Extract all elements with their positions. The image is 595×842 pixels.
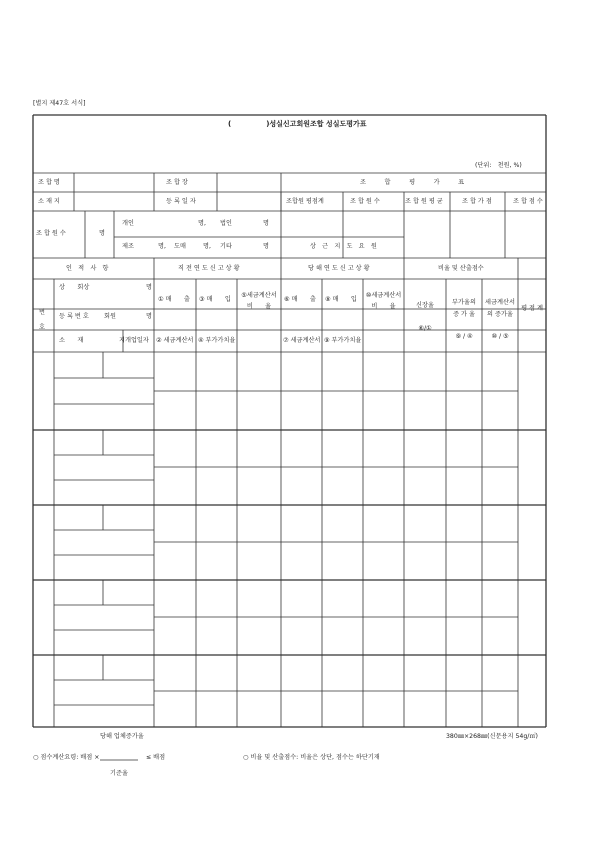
label-manufacture: 제조 xyxy=(122,243,134,250)
header-growth-formula: ⑥/① xyxy=(418,325,432,332)
label-reg-date: 등 록 일 자 xyxy=(166,198,196,205)
label-individual: 개인 xyxy=(122,220,134,227)
header-p2: ② 세금계산서 xyxy=(156,337,194,344)
footer-note2: ○ 비율 및 산출점수: 비율은 상단, 점수는 하단기재 xyxy=(243,754,380,761)
header-c1: ⑥ 매 출 xyxy=(284,296,316,303)
label-person4: 명, xyxy=(203,243,211,250)
header-tax-formula: ⑩ / ⑤ xyxy=(491,333,509,340)
form-label: [별지 제47호 서식] xyxy=(33,100,86,107)
header-c2: ⑦ 세금계산서 xyxy=(283,337,321,344)
label-union-eval: 조 합 평 가 표 xyxy=(360,179,465,186)
label-union-members: 조 합 원 수 xyxy=(350,198,380,205)
label-person2: 명 xyxy=(263,220,269,227)
footer-note1: ○ 점수계산요령: 배점 × xyxy=(33,754,100,761)
header-p3: ③ 매 입 xyxy=(199,296,231,303)
header-prev-year: 직 전 연 도 신 고 상 황 xyxy=(178,265,240,272)
label-corp: 법인 xyxy=(220,220,232,227)
header-p4: ④ 부가가치율 xyxy=(198,337,236,344)
header-vat-formula: ⑨ / ④ xyxy=(455,333,473,340)
header-personal: 인 적 사 항 xyxy=(66,265,109,272)
label-person5: 명 xyxy=(263,243,269,250)
label-person3: 명, xyxy=(158,243,166,250)
header-curr-year: 당 해 연 도 신 고 상 황 xyxy=(308,265,370,272)
form-title: ( )성실신고회원조합 성실도평가표 xyxy=(228,120,367,128)
footer-note1b: ≤ 배점 xyxy=(146,754,166,761)
header-p5: ⑤세금계산서 비 율 xyxy=(241,292,277,310)
header-biz-start: 지개업일자 xyxy=(119,337,149,344)
label-wholesale: 도매 xyxy=(174,243,186,250)
label-union-final: 조 합 점 수 xyxy=(513,198,543,205)
header-score-total: 평 점 계 xyxy=(521,305,543,312)
label-union-head: 조 합 장 xyxy=(166,179,188,186)
header-p1: ① 매 출 xyxy=(158,296,190,303)
label-union-eval-score: 조 합 가 점 xyxy=(462,198,492,205)
label-union-avg: 조 합 원 평 균 xyxy=(405,198,443,205)
label-address: 소 재 지 xyxy=(38,198,60,205)
header-c4: ⑨ 부가가치율 xyxy=(324,337,362,344)
footer-avg-growth: 당해 업체증가율 xyxy=(100,733,144,740)
header-vat-growth: 부가율의 증 가 율 xyxy=(452,299,476,318)
label-union-name: 조 합 명 xyxy=(38,179,60,186)
header-name-suffix: 명 xyxy=(146,284,152,291)
label-person1: 명, xyxy=(198,220,206,227)
unit-label: (단위: 천원, %) xyxy=(475,162,522,169)
label-eval-count: 조합원 평점계 xyxy=(286,198,324,205)
header-seal: 명 xyxy=(146,313,152,320)
label-members: 조 합 원 수 xyxy=(36,230,66,237)
header-ratio-score: 비율 및 산출점수 xyxy=(438,265,484,272)
header-c3: ⑧ 매 입 xyxy=(325,296,357,303)
label-unit-person: 명 xyxy=(99,230,105,237)
header-name2: 회원 xyxy=(104,313,116,320)
footer-note1c: 기준율 xyxy=(110,770,128,777)
label-other: 기타 xyxy=(220,243,232,250)
header-trade-name: 상 회상 xyxy=(59,284,90,291)
footer-paper: 380㎜×268㎜(신문용지 54g/㎡) xyxy=(446,733,538,740)
header-c5: ⑩세금계산서 비 율 xyxy=(365,292,402,310)
header-reg-no: 등 록 번 호 xyxy=(59,313,89,320)
header-address: 소 재 xyxy=(59,337,84,344)
label-summary: 상 근 지 도 요 원 xyxy=(310,243,377,250)
header-number: 번호 xyxy=(39,309,45,331)
header-growth: 신장율 xyxy=(416,302,434,309)
header-tax-growth: 세금계산서 의 증가율 xyxy=(485,299,515,318)
